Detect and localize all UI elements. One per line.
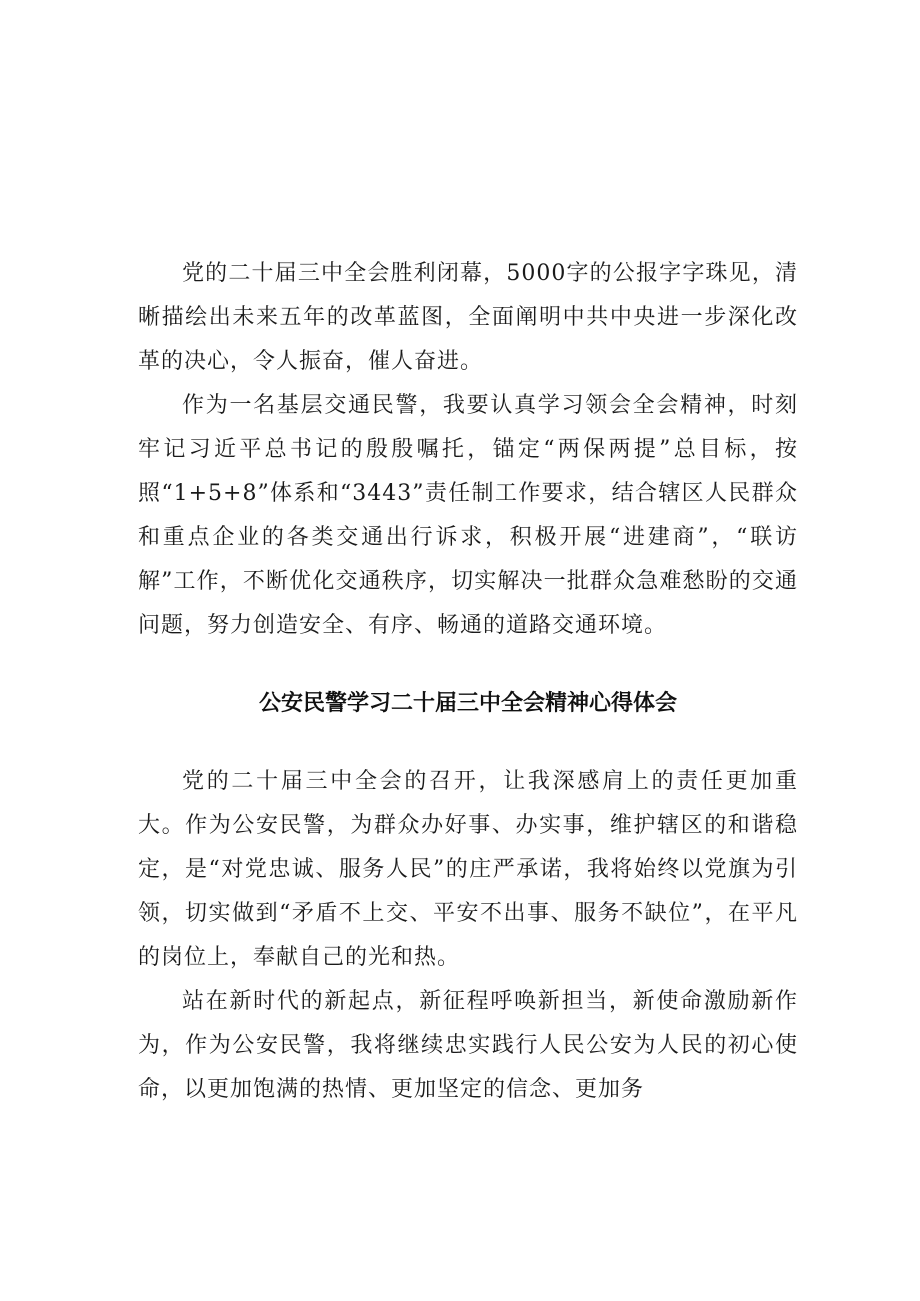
document-body: [138, 252, 798, 1112]
paragraph: 党的二十届三中全会胜利闭幕，5000字的公报字字珠见，清晰描绘出未来五年的改革蓝图，全面阐明中共中央进一步深化改革的决心，令人振奋，催人奋进。: [138, 261, 798, 374]
section-title: 公安民警学习二十届三中全会精神心得体会: [258, 691, 677, 716]
paragraph: 站在新时代的新起点，新征程呼唤新担当，新使命激励新作为，作为公安民警，我将继续忠实践行人民公安为人民的初心使命，以更加饱满的热情、更加坚定的信念、更加务: [138, 989, 798, 1102]
paragraph: 党的二十届三中全会的召开，让我深感肩上的责任更加重大。作为公安民警，为群众办好事、办实事，维护辖区的和谐稳定，是“对党忠诚、服务人民”的庄严承诺，我将始终以党旗为引领，切实做到“矛盾不上交、平安不出事、服务不缺位”，在平凡的岗位上，奉献自己的光和热。: [138, 769, 798, 970]
paragraph: 作为一名基层交通民警，我要认真学习领会全会精神，时刻牢记习近平总书记的殷殷嘱托，锚定“两保两提”总目标，按照“1+5+8”体系和“3443”责任制工作要求，结合辖区人民群众和重点企业的各类交通出行诉求，积极开展“进建商”，“联访解”工作，不断优化交通秩序，切实解决一批群众急难愁盼的交通问题，努力创造安全、有序、畅通的道路交通环境。: [138, 393, 798, 638]
